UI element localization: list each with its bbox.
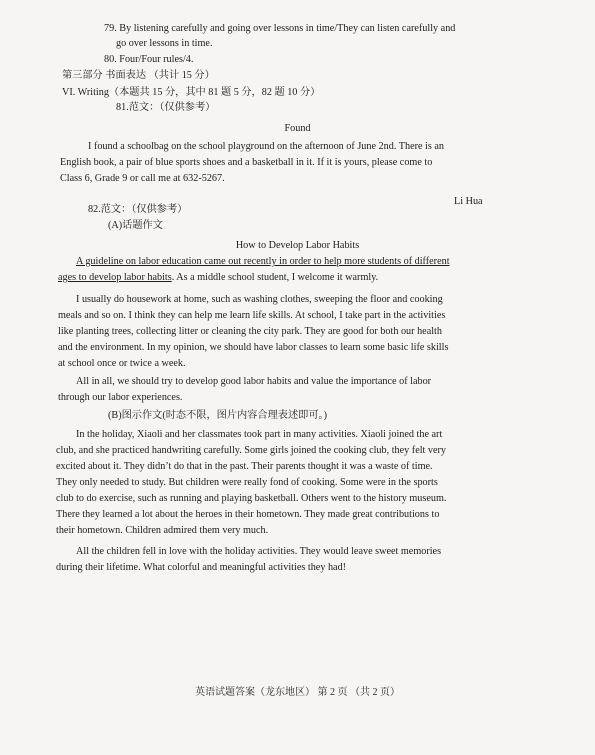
q82-label: 82.范文：（仅供参考） <box>88 204 188 215</box>
found-body-line1: I found a schoolbag on the school playground on the afternoon of June 2nd. There is an <box>88 141 445 152</box>
essay-b-p1-line4: They only needed to study. But children were really fond of cooking. Some were in the sports <box>56 477 438 488</box>
part-b-label: (B)图示作文(时态不限，图片内容合理表述即可。) <box>108 410 328 421</box>
item-80: 80. Four/Four rules/4. <box>104 54 194 65</box>
underlined-phrase: ages to develop labor habits <box>58 272 172 283</box>
essay-a-p2-line4: and the environment. In my opinion, we should have labor classes to learn some basic life skills <box>58 342 449 353</box>
essay-b-p1-line3: excited about it. They didn’t do that in the past. Their parents thought it was a waste of time. <box>56 461 433 472</box>
essay-b-p1-line6: There they learned a lot about the heroes in their hometown. They made great contributions to <box>56 509 440 520</box>
essay-b-p2-line1: All the children fell in love with the holiday activities. They would leave sweet memories <box>76 546 442 557</box>
essay-a-p2-line5: at school once or twice a week. <box>58 358 186 369</box>
essay-b-p1-line1: In the holiday, Xiaoli and her classmates took part in many activities. Xiaoli joined the art <box>76 429 443 440</box>
found-title: Found <box>284 123 311 134</box>
essay-a-p2-line2: meals and so on. I think they can help me learn life skills. At school, I take part in the activities <box>58 310 446 321</box>
found-body-line3: Class 6, Grade 9 or call me at 632-5267. <box>60 173 225 184</box>
part3-heading: 第三部分 书面表达 （共计 15 分） <box>62 70 215 81</box>
essay-a-p2-line3: like planting trees, collecting litter or cleaning the city park. They are good for both our health <box>58 326 442 337</box>
essay-b-p1-line7: their hometown. Children admired them very much. <box>56 525 269 536</box>
essay-a-p1-line2 <box>58 271 378 284</box>
essay-b-p1-line2: club, and she practiced handwriting carefully. Some girls joined the cooking club, they felt very <box>56 445 447 456</box>
essay-a-p1-line2-rest: . As a middle school student, I welcome it warmly. <box>171 272 379 283</box>
essay-a-p3-line2: through our labor experiences. <box>58 392 183 403</box>
item-79-line1: 79. By listening carefully and going over lessons in time/They can listen carefully and <box>104 23 456 34</box>
page-footer: 英语试题答案（龙东地区） 第 2 页 （共 2 页） <box>195 687 400 698</box>
essay-a-p3-line1: All in all, we should try to develop good labor habits and value the importance of labor <box>76 376 432 387</box>
essay-b-p2-line2: during their lifetime. What colorful and meaningful activities they had! <box>56 562 347 573</box>
found-signature: Li Hua <box>454 196 483 207</box>
item-79-line2: go over lessons in time. <box>116 38 213 49</box>
found-body-line2: English book, a pair of blue sports shoes and a basketball in it. If it is yours, please come to <box>60 157 433 168</box>
essay-a-title: How to Develop Labor Habits <box>235 240 360 251</box>
part-a-label: (A)话题作文 <box>108 220 163 231</box>
section-vi-heading: VI. Writing（本题共 15 分，其中 81 题 5 分，82 题 10 分） <box>62 87 321 98</box>
essay-a-p2-line1: I usually do housework at home, such as washing clothes, sweeping the floor and cooking <box>76 294 443 305</box>
q81-label: 81.范文：（仅供参考） <box>116 102 216 113</box>
essay-a-p1-line1: A guideline on labor education came out recently in order to help more students of different <box>76 256 450 267</box>
essay-b-p1-line5: club to do exercise, such as running and playing basketball. Others went to the history museum. <box>56 493 447 504</box>
